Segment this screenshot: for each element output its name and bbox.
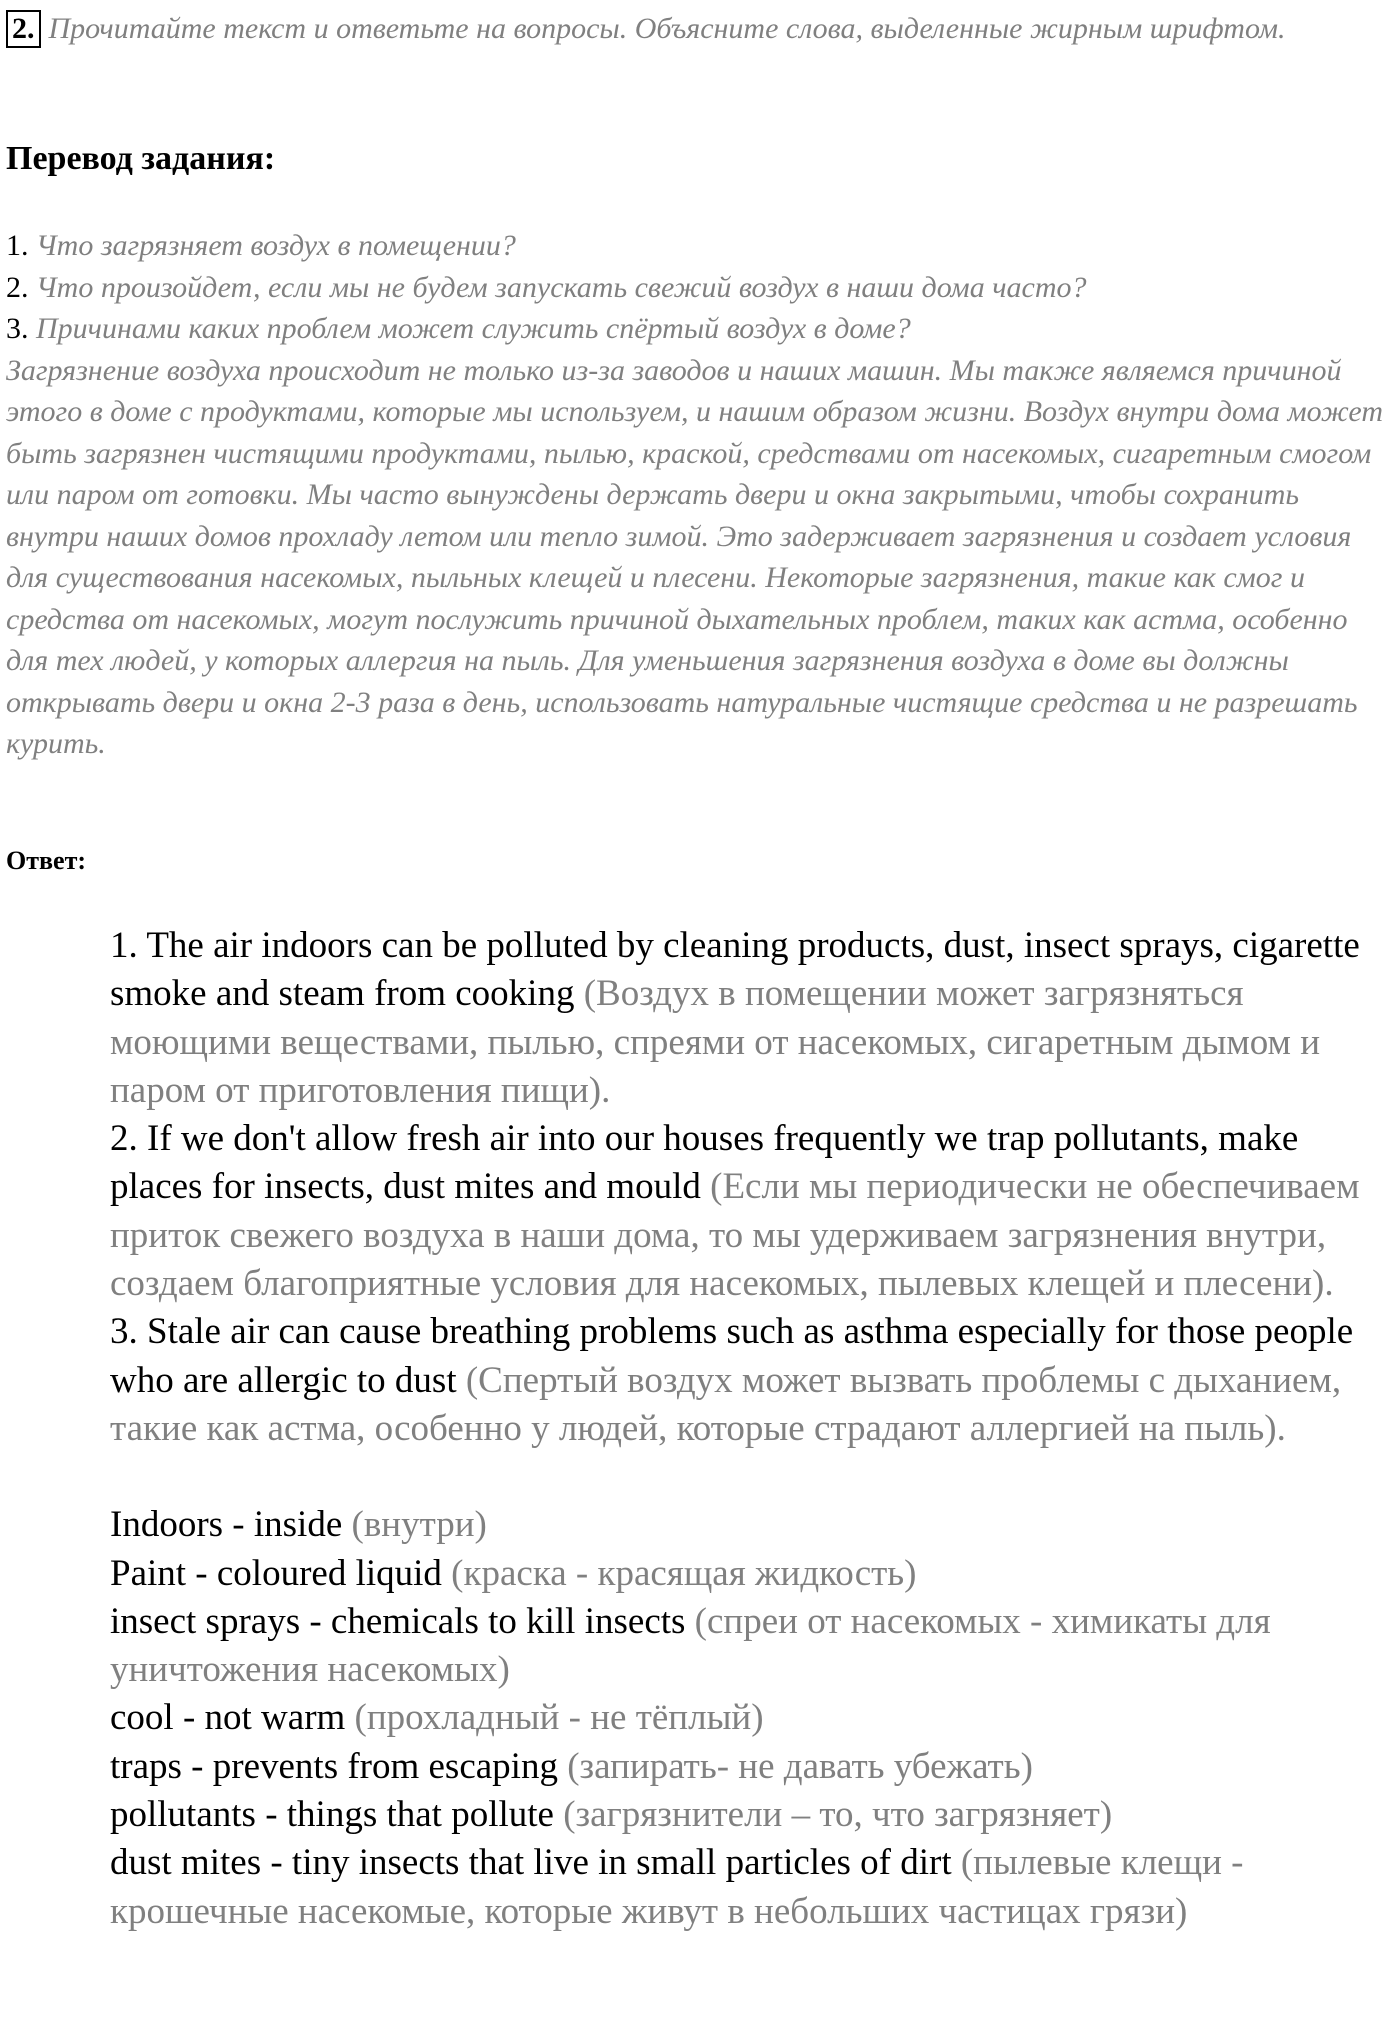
vocab-item — [110, 1598, 1398, 1695]
vocab-english: pollutants - things that pollute — [110, 1794, 554, 1836]
answer-russian: (Воздух в помещении может загрязняться моющими веществами, пылью, спреями от насекомых, сигаретным дымом и паром от приготовления пищи). — [110, 973, 1321, 1111]
vocab-russian: (запирать- не давать убежать) — [557, 1745, 1033, 1787]
vocab-english: traps - prevents from escaping — [110, 1745, 558, 1787]
answer-item — [110, 1115, 1398, 1308]
vocab-english: cool - not warm — [110, 1697, 346, 1739]
answer-item — [110, 1308, 1398, 1453]
task-number: 2. — [6, 10, 41, 48]
vocab-item — [110, 1694, 1398, 1742]
vocab-english: Indoors - inside — [110, 1504, 343, 1546]
vocab-russian: (пылевые клещи - крошечные насекомые, которые живут в небольших частицах грязи) — [110, 1842, 1244, 1932]
vocab-english: dust mites - tiny insects that live in small particles of dirt — [110, 1842, 952, 1884]
answer-russian: (Если мы периодически не обеспечиваем приток свежего воздуха в наши дома, то мы удерживаем загрязнения внутри, создаем благоприятные условия для насекомых, пылевых клещей и плесени). — [110, 1166, 1360, 1305]
answer-item — [110, 922, 1398, 1115]
answer-block — [110, 922, 1398, 1936]
vocab-russian: (загрязнители – то, что загрязняет) — [553, 1794, 1113, 1836]
vocab-item — [110, 1791, 1398, 1839]
vocab-russian: (спреи от насекомых - химикаты для уничтожения насекомых) — [110, 1600, 1271, 1691]
vocab-english: Paint - coloured liquid — [110, 1552, 442, 1594]
vocab-english: insect sprays - chemicals to kill insects — [110, 1600, 686, 1642]
vocab-russian: (прохладный - не тёплый) — [345, 1697, 764, 1739]
vocab-russian: (внутри) — [342, 1504, 487, 1546]
translation-block — [6, 225, 1396, 765]
question-number: 2. — [6, 270, 29, 304]
vocab-item — [110, 1501, 1398, 1549]
question-text: Что произойдет, если мы не будем запускать свежий воздух в наши дома часто? — [28, 270, 1087, 304]
answer-english: 2. If we don't allow fresh air into our houses frequently we trap pollutants, make places for insects, dust mites and mould — [110, 1118, 1299, 1208]
vocab-item — [110, 1743, 1398, 1791]
spacer — [110, 1453, 1398, 1501]
question-text: Причинами каких проблем может служить спёртый воздух в доме? — [28, 312, 911, 345]
question-number: 3. — [6, 312, 29, 345]
answer-heading: Ответ: — [6, 846, 87, 875]
question-item — [6, 267, 1396, 309]
answer-english: 3. Stale air can cause breathing problems such as asthma especially for those people who are allergic to dust — [110, 1311, 1354, 1401]
question-number: 1. — [6, 229, 29, 262]
answer-russian: (Спертый воздух может вызвать проблемы с дыханием, такие как астма, особенно у людей, которые страдают аллергией на пыль). — [110, 1359, 1342, 1449]
answer-english: 1. The air indoors can be polluted by cleaning products, dust, insect sprays, cigarette smoke and steam from cooking — [110, 925, 1360, 1015]
question-item — [6, 308, 1396, 350]
vocab-item — [110, 1839, 1398, 1936]
translation-heading: Перевод задания: — [6, 140, 276, 177]
task-instruction — [6, 8, 1396, 50]
task-instruction-text: Прочитайте текст и ответьте на вопросы. Объясните слова, выделенные жирным шрифтом. — [48, 12, 1286, 45]
vocab-russian: (краска - красящая жидкость) — [441, 1552, 917, 1594]
translated-passage: Загрязнение воздуха происходит не только из-за заводов и наших машин. Мы также являемся причиной этого в доме с продуктами, которые мы используем, и нашим образом жизни. Воздух внутри дома может быть загрязнен чистящими продуктами, пылью, краской, средствами от насекомых, сигаретным смогом или паром от готовки. Мы часто вынуждены держать двери и окна закрытыми, чтобы сохранить внутри наших домов прохладу летом или тепло зимой. Это задерживает загрязнения и создает условия для существования насекомых, пыльных клещей и плесени. Некоторые загрязнения, такие как смог и средства от насекомых, могут послужить причиной дыхательных проблем, таких как астма, особенно для тех людей, у которых аллергия на пыль. Для уменьшения загрязнения воздуха в доме вы должны открывать двери и окна 2-3 раза в день, использовать натуральные чистящие средства и не разрешать курить. — [6, 353, 1384, 760]
question-item — [6, 225, 1396, 267]
vocab-item — [110, 1550, 1398, 1598]
question-text: Что загрязняет воздух в помещении? — [28, 229, 516, 262]
